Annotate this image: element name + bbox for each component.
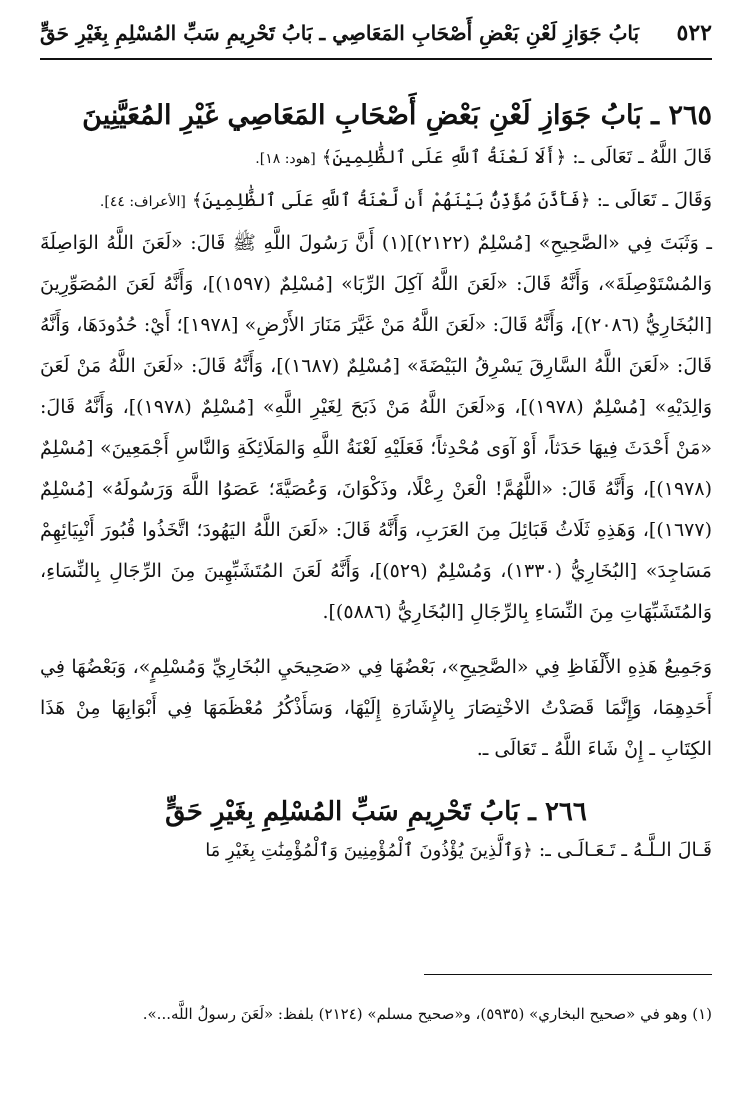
verse-1-text: ﴿أَلَا لَعْنَةُ ٱللَّهِ عَلَى ٱلظَّٰلِمِينَ﴾	[321, 147, 567, 169]
verse-1	[40, 137, 712, 180]
closing-paragraph: وَجَمِيعُ هَذِهِ الأَلْفَاظِ فِي «الصَّحِيحِ»، بَعْضُهَا فِي «صَحِيحَيِ البُخَارِيِّ وَمُسْلِمٍ»، وَبَعْضُهَا فِي أَحَدِهِمَا، وَإِنَّمَا قَصَدْتُ الاخْتِصَارَ بِالإِشَارَةِ إِلَيْهَا، وَسَأَذْكُرُ مُعْظَمَهَا فِي أَبْوَابِهَا مِنْ هَذَا الكِتَابِ ـ إِنْ شَاءَ اللَّهُ ـ تَعَالَى ـ.	[40, 656, 712, 761]
verse-3-text: ﴿وَٱلَّذِينَ يُؤْذُونَ ٱلْمُؤْمِنِينَ وَٱلْمُؤْمِنَٰتِ بِغَيْرِ مَا	[205, 839, 533, 861]
header-rule	[40, 58, 712, 60]
verse-1-intro: قَالَ اللَّهُ ـ تَعَالَى ـ:	[572, 146, 712, 169]
verse-3	[40, 830, 712, 871]
verse-2-text: ﴿فَأَذَّنَ مُؤَذِّنٌۢ بَيْنَهُمْ أَن لَّعْنَةُ ٱللَّهِ عَلَى ٱلظَّٰلِمِينَ﴾	[191, 190, 591, 212]
verse-2	[40, 180, 712, 223]
page-number: ٥٢٢	[676, 20, 712, 46]
verse-2-ref: [الأعراف: ٤٤].	[99, 194, 186, 211]
verse-1-ref: [هود: ١٨].	[255, 151, 316, 168]
footnote-rule	[424, 974, 712, 975]
verse-2-intro: وَقَالَ ـ تَعَالَى ـ:	[596, 189, 712, 212]
running-header	[40, 20, 712, 56]
verse-3-intro: قَـالَ الـلَّـهُ ـ تَـعَـالَـى ـ:	[538, 838, 712, 861]
hadith-paragraph: ـ وَثَبَتَ فِي «الصَّحِيحِ» [مُسْلِمٌ (٢١٢٢)](١) أَنَّ رَسُولَ اللَّهِ ﷺ قَالَ: «لَعَنَ اللَّهُ الوَاصِلَةَ وَالمُسْتَوْصِلَةَ»، وَأَنَّهُ قَالَ: «لَعَنَ اللَّهُ آكِلَ الرِّبَا» [مُسْلِمٌ (١٥٩٧)]، وَأَنَّهُ لَعَنَ المُصَوِّرِينَ [البُخَارِيُّ (٢٠٨٦)]، وَأَنَّهُ قَالَ: «لَعَنَ اللَّهُ مَنْ غَيَّرَ مَنَارَ الأَرْضِ» [١٩٧٨]؛ أَيْ: حُدُودَهَا، وَأَنَّهُ قَالَ: «لَعَنَ اللَّهُ السَّارِقَ يَسْرِقُ البَيْضَةَ» [مُسْلِمٌ (١٦٨٧)]، وَأَنَّهُ قَالَ: «لَعَنَ اللَّهُ مَنْ لَعَنَ وَالِدَيْهِ» [مُسْلِمٌ (١٩٧٨)]، وَ«لَعَنَ اللَّهُ مَنْ ذَبَحَ لِغَيْرِ اللَّهِ» [مُسْلِمٌ (١٩٧٨)]، وَأَنَّهُ قَالَ: «مَنْ أَحْدَثَ فِيهَا حَدَثاً، أَوْ آوَى مُحْدِثاً؛ فَعَلَيْهِ لَعْنَةُ اللَّهِ وَالمَلَائِكَةِ وَالنَّاسِ أَجْمَعِينَ» [مُسْلِمٌ (١٩٧٨)]، وَأَنَّهُ قَالَ: «اللَّهُمَّ! الْعَنْ رِعْلًا، وذَكْوَانَ، وَعُصَيَّةَ؛ عَصَوُا اللَّهَ وَرَسُولَهُ» [مُسْلِمٌ (١٦٧٧)]، وَهَذِهِ ثَلَاثُ قَبَائِلَ مِنَ العَرَبِ، وَأَنَّهُ قَالَ: «لَعَنَ اللَّهُ اليَهُودَ؛ اتَّخَذُوا قُبُورَ أَنْبِيَائِهِمْ مَسَاجِدَ» [البُخَارِيُّ (١٣٣٠)، وَمُسْلِمٌ (٥٢٩)]، وَأَنَّهُ لَعَنَ المُتَشَبِّهِينَ مِنَ الرِّجَالِ بِالنِّسَاءِ، وَالمُتَشَبِّهَاتِ مِنَ النِّسَاءِ بِالرِّجَالِ [البُخَارِيُّ (٥٨٨٦)].	[40, 232, 712, 624]
section-265-title: ٢٦٥ ـ بَابُ جَوَازِ لَعْنِ بَعْضِ أَصْحَابِ المَعَاصِي غَيْرِ المُعَيَّنِينَ	[82, 100, 712, 131]
footnote-text: (١) وهو في «صحيح البخاري» (٥٩٣٥)، و«صحيح مسلم» (٢١٢٤) بلفظ: «لَعَنَ رسولُ اللَّه...».	[142, 1005, 712, 1023]
section-266-title: ٢٦٦ ـ بَابُ تَحْرِيمِ سَبِّ المُسْلِمِ بِغَيْرِ حَقٍّ	[165, 797, 587, 828]
running-title: بَابُ جَوَازِ لَعْنِ بَعْضِ أَصْحَابِ المَعَاصِي ـ بَابُ تَحْرِيمِ سَبِّ المُسْلِمِ بِغَيْرِ حَقٍّ	[40, 21, 640, 45]
